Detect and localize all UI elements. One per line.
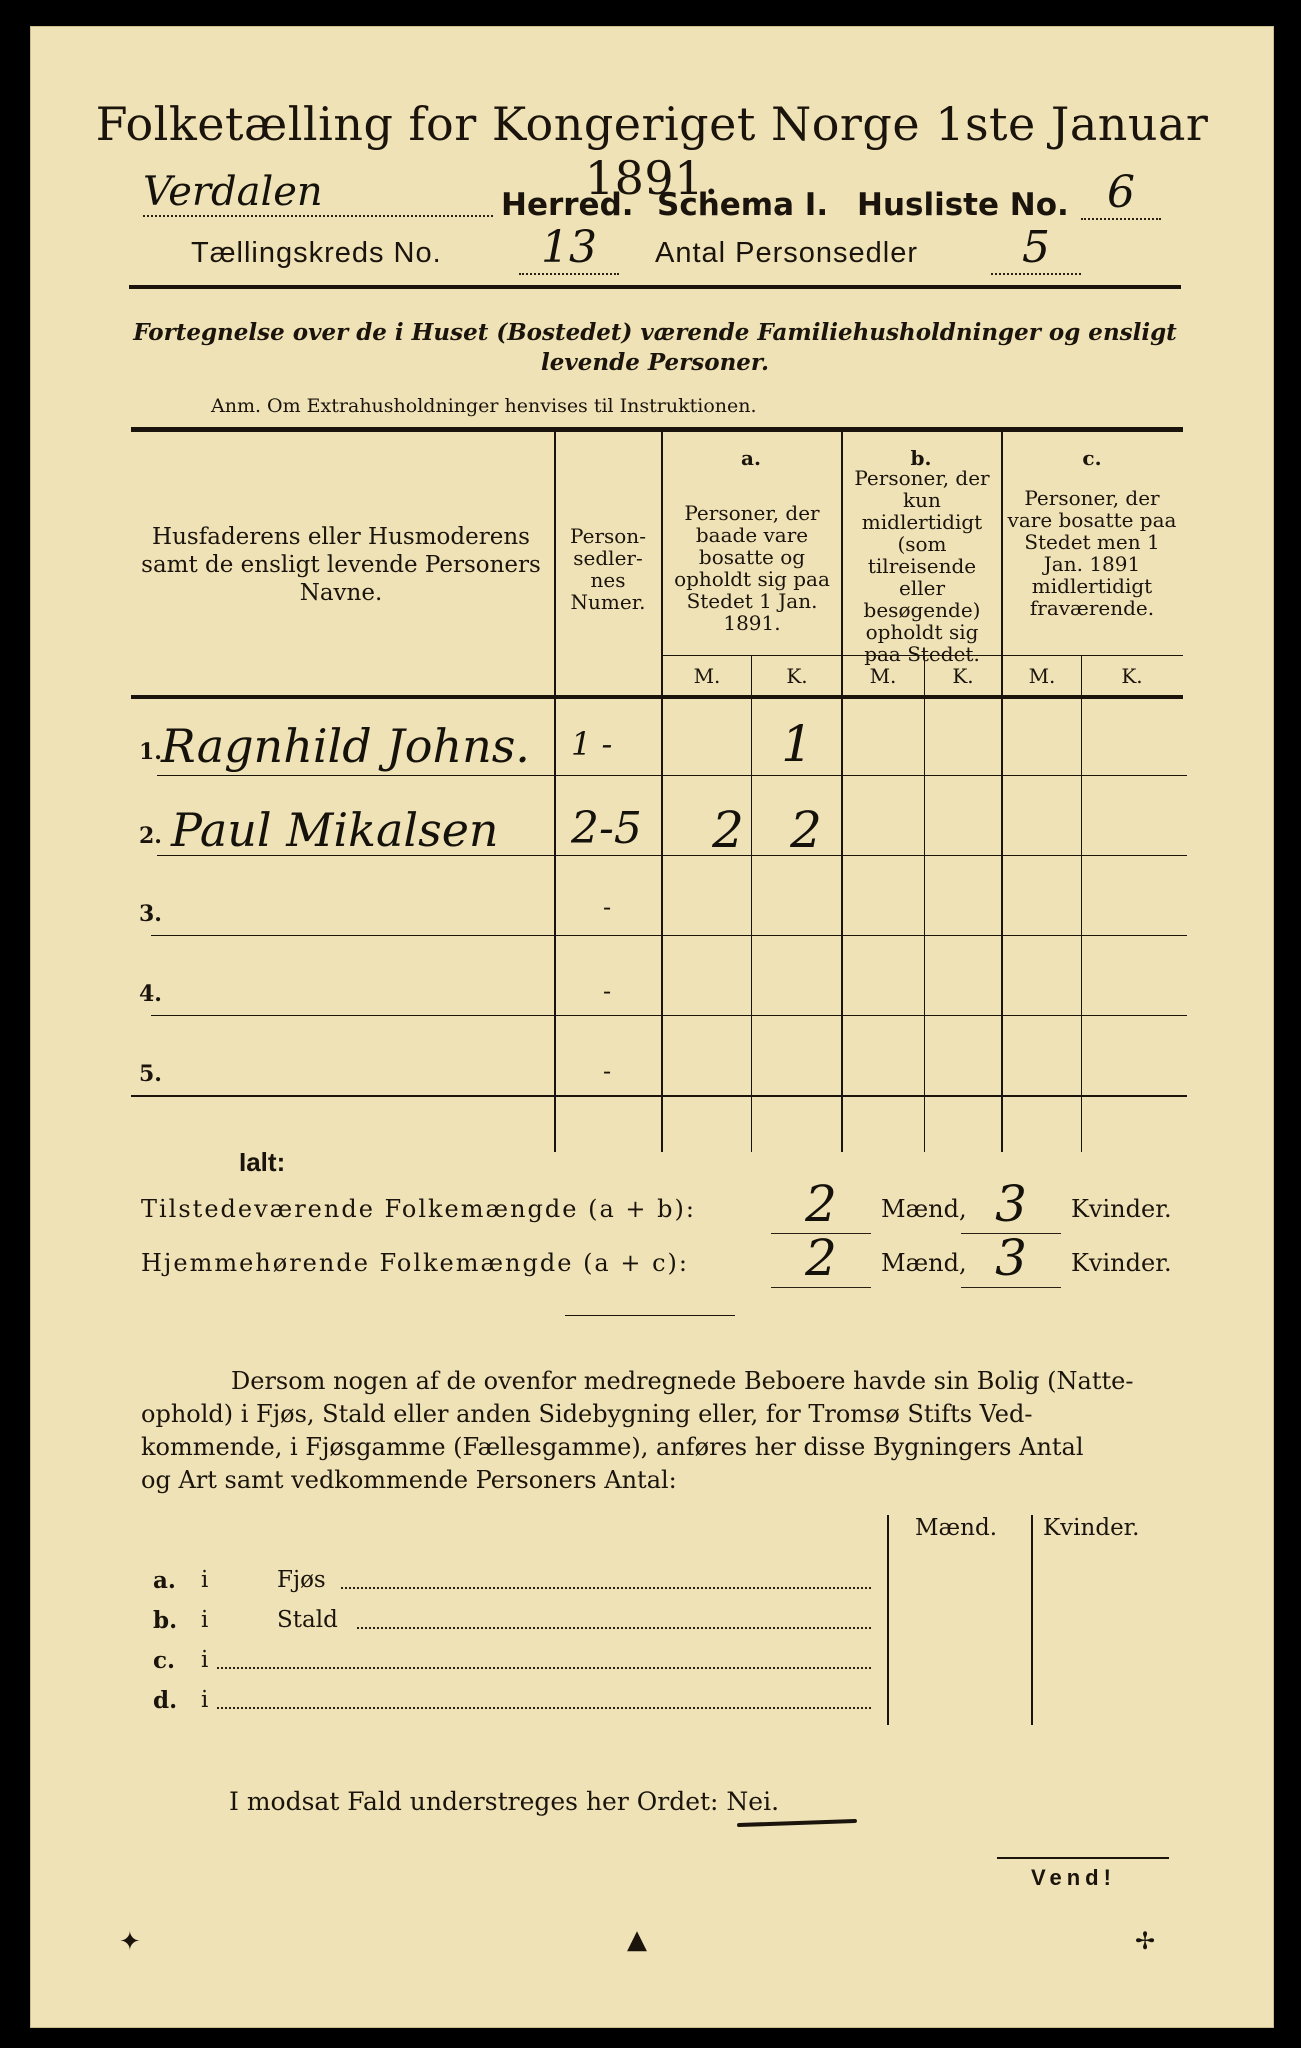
total-resident-maend: Mænd, xyxy=(881,1249,967,1277)
row-line-4 xyxy=(151,1015,1187,1016)
col-c-letter: c. xyxy=(1082,446,1102,470)
col-b-m: M. xyxy=(869,664,897,688)
buildings-paragraph xyxy=(141,1365,1191,1497)
intro-line1: Fortegnelse over de i Huset (Bostedet) værende Familiehusholdninger og ensligt xyxy=(133,319,1177,346)
row-number-5: 5. xyxy=(139,1061,162,1087)
row-numer-4: - xyxy=(603,977,612,1005)
buildings-para-line4: og Art samt vedkommende Personers Antal: xyxy=(141,1466,677,1494)
herred-label: Herred. xyxy=(501,187,634,223)
row-a-k-2: 2 xyxy=(790,801,822,859)
building-item-d-i: i xyxy=(201,1687,209,1713)
total-resident-women: 3 xyxy=(961,1229,1061,1288)
row-numer-1: 1 - xyxy=(571,725,613,763)
total-resident-label: Hjemmehørende Folkemængde (a + c): xyxy=(141,1249,689,1277)
col-sep-4 xyxy=(1001,432,1003,1152)
buildings-para-line2: ophold) i Fjøs, Stald eller anden Sidebygning eller, for Tromsø Stifts Ved- xyxy=(141,1400,1033,1428)
form-title: Folketælling for Kongeriget Norge 1ste Januar 1891. xyxy=(95,97,1209,205)
table-header-rule xyxy=(131,695,1183,699)
building-item-a-letter: a. xyxy=(153,1567,176,1594)
col-b-letter: b. xyxy=(910,446,932,470)
kreds-number: 13 xyxy=(519,222,619,275)
table-top-rule xyxy=(131,427,1183,432)
building-item-a-i: i xyxy=(201,1567,209,1593)
row-a-m-2: 2 xyxy=(712,801,744,859)
kreds-label: Tællingskreds No. xyxy=(191,237,442,269)
col-c-m: M. xyxy=(1028,664,1056,688)
intro-line2: levende Personer. xyxy=(541,349,769,376)
row-line-5 xyxy=(131,1095,1187,1097)
buildings-col-sep-2 xyxy=(1031,1515,1033,1725)
row-name-2: Paul Mikalsen xyxy=(171,803,499,857)
col-sep-1 xyxy=(554,432,556,1152)
col-b-k: K. xyxy=(952,664,974,688)
row-numer-2: 2-5 xyxy=(571,803,642,854)
anm-note: Anm. Om Extrahusholdninger henvises til Instruktionen. xyxy=(211,395,757,417)
row-numer-5: - xyxy=(603,1057,612,1085)
vend-label: Vend! xyxy=(1031,1865,1116,1890)
col-sep-3 xyxy=(841,432,843,1152)
building-item-a-label: Fjøs xyxy=(277,1567,326,1593)
building-item-c-letter: c. xyxy=(153,1647,176,1674)
col-sep-2 xyxy=(661,432,663,1152)
building-item-b-i: i xyxy=(201,1607,209,1633)
total-resident-men: 2 xyxy=(771,1229,871,1288)
row-number-1: 1. xyxy=(139,739,162,765)
total-present-maend: Mænd, xyxy=(881,1195,967,1223)
total-present-men: 2 xyxy=(771,1175,871,1234)
herred-field xyxy=(143,169,513,219)
husliste-number: 6 xyxy=(1081,167,1161,220)
buildings-maend-head: Mænd. xyxy=(915,1515,998,1541)
col-a-header: Personer, der baade vare bosatte og opholdt sig paa Stedet 1 Jan. 1891. xyxy=(674,501,830,635)
building-item-b-letter: b. xyxy=(153,1607,178,1634)
building-item-b-dots xyxy=(357,1627,871,1629)
binding-mark-left-icon: ✦ xyxy=(119,1927,141,1957)
col-sep-a-mk xyxy=(751,655,752,1152)
buildings-col-sep-1 xyxy=(887,1515,889,1725)
antal-number: 5 xyxy=(991,222,1081,275)
census-form xyxy=(30,26,1274,2028)
col-a-m: M. xyxy=(693,664,721,688)
building-item-a-dots xyxy=(341,1587,871,1589)
vend-rule xyxy=(997,1857,1169,1859)
col-sep-b-mk xyxy=(924,655,925,1152)
antal-label: Antal Personsedler xyxy=(655,237,919,269)
row-line-1 xyxy=(157,775,1187,776)
schema-label: Schema I. xyxy=(657,187,829,223)
col-numer-header: Person-sedler-nes Numer. xyxy=(570,524,646,614)
col-names-header: Husfaderens eller Husmoderens samt de ensligt levende Personers Navne. xyxy=(141,524,541,606)
total-resident-kvinder: Kvinder. xyxy=(1071,1249,1172,1277)
nei-underline xyxy=(737,1819,857,1827)
building-item-d-dots xyxy=(217,1707,871,1709)
binding-mark-right-icon: ✢ xyxy=(1135,1927,1156,1955)
row-numer-3: - xyxy=(603,893,612,921)
building-item-c-i: i xyxy=(201,1647,209,1673)
herred-handwriting: Verdalen xyxy=(143,169,493,217)
husliste-label: Husliste No. xyxy=(857,187,1069,223)
binding-mark-center-icon: ▲ xyxy=(627,1925,647,1955)
col-a-letter: a. xyxy=(741,446,761,470)
row-name-1: Ragnhild Johns. xyxy=(161,719,530,773)
col-c-header: Personer, der vare bosatte paa Stedet men 1 Jan. 1891 midlertidigt fraværende. xyxy=(1007,486,1177,620)
row-number-4: 4. xyxy=(139,981,162,1007)
buildings-para-line1: Dersom nogen af de ovenfor medregnede Beboere havde sin Bolig (Natte- xyxy=(231,1367,1134,1395)
divider xyxy=(565,1315,735,1316)
row-number-3: 3. xyxy=(139,901,162,927)
ialt-label: Ialt: xyxy=(239,1147,286,1177)
col-b-header: Personer, der kun midlertidigt (som tilreisende eller besøgende) opholdt sig paa Stedet. xyxy=(854,466,990,666)
building-item-c-dots xyxy=(217,1667,871,1669)
modsat-text: I modsat Fald understreges her Ordet: Nei. xyxy=(229,1787,780,1816)
col-sep-c-mk xyxy=(1081,655,1082,1152)
header-rule xyxy=(129,285,1181,289)
building-item-b-label: Stald xyxy=(277,1607,338,1633)
buildings-kvinder-head: Kvinder. xyxy=(1043,1515,1140,1541)
row-a-k-1: 1 xyxy=(781,715,813,773)
total-present-label: Tilstedeværende Folkemængde (a + b): xyxy=(141,1195,696,1223)
buildings-para-line3: kommende, i Fjøsgamme (Fællesgamme), anføres her disse Bygningers Antal xyxy=(141,1433,1084,1461)
col-c-k: K. xyxy=(1121,664,1143,688)
total-present-women: 3 xyxy=(961,1175,1061,1234)
row-line-3 xyxy=(151,935,1187,936)
col-a-k: K. xyxy=(786,664,808,688)
row-number-2: 2. xyxy=(139,823,162,849)
total-present-kvinder: Kvinder. xyxy=(1071,1195,1172,1223)
building-item-d-letter: d. xyxy=(153,1687,178,1714)
